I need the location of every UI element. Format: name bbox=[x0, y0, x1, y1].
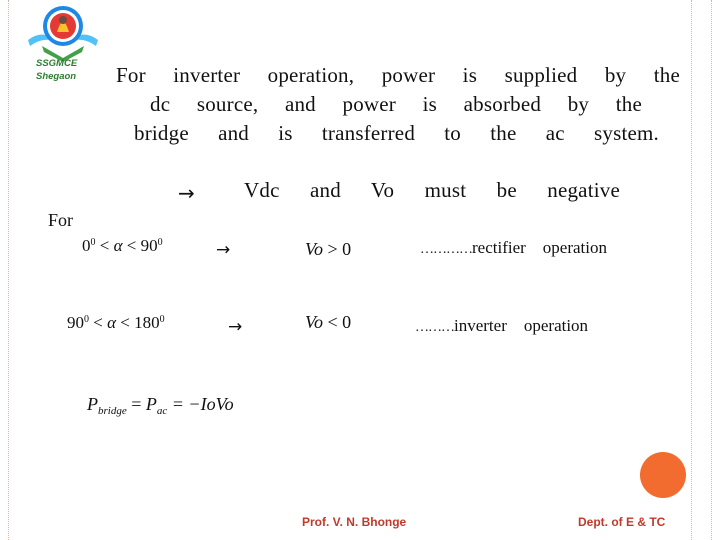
row2-angle-range: $90^0 < \alpha < 180^0$ bbox=[67, 313, 165, 332]
frame-line-right-1 bbox=[691, 0, 692, 540]
frame-line-left bbox=[8, 0, 9, 540]
row2-vo-relation: Vo < 0 bbox=[305, 312, 352, 332]
for-label: For bbox=[48, 210, 74, 230]
row2-arrow-icon: → bbox=[228, 317, 243, 337]
footer-department: Dept. of E & TC bbox=[578, 515, 666, 529]
footer-author: Prof. V. N. Bhonge bbox=[302, 515, 407, 529]
row1-vo-relation: Vo > 0 bbox=[305, 239, 352, 259]
row1-mode: …………rectifier operation bbox=[420, 238, 607, 257]
condition-text: Vdc and Vo must be negative bbox=[244, 178, 620, 202]
row1-angle-range: $0^0 < \alpha < 90^0$ bbox=[82, 236, 163, 255]
paragraph-line-1: For inverter operation, power is supplied by the bbox=[116, 63, 680, 87]
frame-line-right-2 bbox=[711, 0, 712, 540]
paragraph-line-2: dc source, and power is absorbed by the bbox=[150, 92, 642, 116]
power-equation: $P_{bridge} = P_{ac}$ = −IoVo bbox=[87, 394, 234, 417]
logo-caption-1: SSGMCE bbox=[36, 58, 78, 69]
paragraph-line-3: bridge and is transferred to the ac system. bbox=[134, 121, 659, 145]
row1-arrow-icon: → bbox=[216, 240, 231, 260]
row2-mode: ………inverter operation bbox=[415, 316, 589, 335]
accent-circle bbox=[640, 452, 686, 498]
condition-arrow-icon: → bbox=[178, 181, 195, 205]
logo-caption-2: Shegaon bbox=[36, 71, 77, 82]
